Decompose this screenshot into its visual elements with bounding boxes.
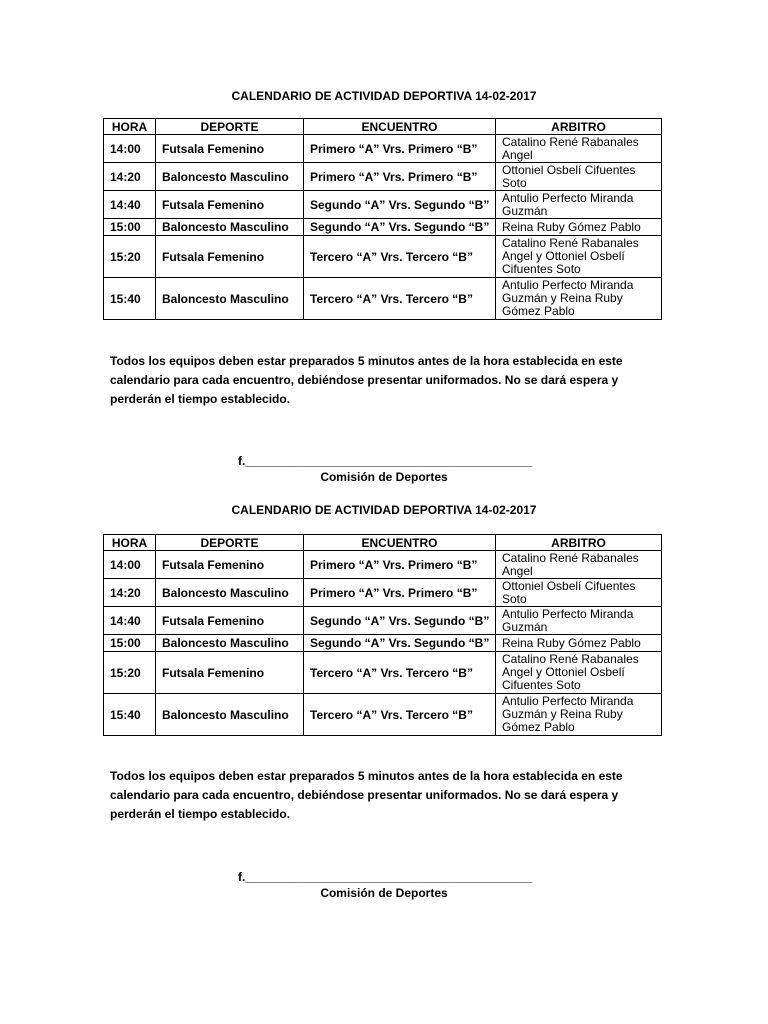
cell-encuentro: Primero “A” Vrs. Primero “B” — [304, 551, 496, 579]
cell-hora: 15:20 — [104, 652, 156, 694]
cell-deporte: Baloncesto Masculino — [156, 579, 304, 607]
cell-deporte: Baloncesto Masculino — [156, 635, 304, 652]
page-title: CALENDARIO DE ACTIVIDAD DEPORTIVA 14-02-2017 — [231, 503, 537, 517]
instructions-paragraph: Todos los equipos deben estar preparados 5 minutos antes de la hora establecida en este calendario para cada encuentro, debiéndose presentar uniformados. No se dará espera y perderán el tiempo establecido. — [110, 769, 623, 821]
cell-arbitro: Reina Ruby Gómez Pablo — [496, 635, 662, 652]
cell-encuentro: Segundo “A” Vrs. Segundo “B” — [304, 191, 496, 219]
table-row — [104, 635, 662, 652]
header-encuentro: ENCUENTRO — [304, 119, 496, 135]
cell-arbitro: Catalino René Rabanales Angel y Ottoniel Osbelí Cifuentes Soto — [496, 652, 662, 694]
table-row — [104, 135, 662, 163]
table-row — [104, 278, 662, 320]
cell-encuentro: Primero “A” Vrs. Primero “B” — [304, 163, 496, 191]
schedule-table — [103, 118, 662, 320]
cell-hora: 14:40 — [104, 191, 156, 219]
cell-hora: 15:00 — [104, 635, 156, 652]
cell-hora: 14:20 — [104, 163, 156, 191]
cell-hora: 15:20 — [104, 236, 156, 278]
cell-arbitro: Antulio Perfecto Miranda Guzmán y Reina Ruby Gómez Pablo — [496, 694, 662, 736]
header-deporte: DEPORTE — [156, 535, 304, 551]
cell-deporte: Baloncesto Masculino — [156, 219, 304, 236]
table-row — [104, 191, 662, 219]
signature-label: Comisión de Deportes — [320, 886, 448, 900]
cell-encuentro: Tercero “A” Vrs. Tercero “B” — [304, 694, 496, 736]
cell-hora: 15:40 — [104, 278, 156, 320]
cell-deporte: Futsala Femenino — [156, 135, 304, 163]
cell-arbitro: Ottoniel Osbelí Cifuentes Soto — [496, 579, 662, 607]
cell-hora: 14:00 — [104, 135, 156, 163]
table-row — [104, 652, 662, 694]
table-row — [104, 236, 662, 278]
header-arbitro: ARBITRO — [496, 535, 662, 551]
cell-deporte: Futsala Femenino — [156, 551, 304, 579]
cell-hora: 14:40 — [104, 607, 156, 635]
table-header-row — [104, 119, 662, 135]
cell-arbitro: Catalino René Rabanales Angel — [496, 551, 662, 579]
cell-encuentro: Tercero “A” Vrs. Tercero “B” — [304, 278, 496, 320]
cell-arbitro: Ottoniel Osbelí Cifuentes Soto — [496, 163, 662, 191]
table-row — [104, 219, 662, 236]
table-row — [104, 694, 662, 736]
cell-hora: 15:40 — [104, 694, 156, 736]
cell-encuentro: Primero “A” Vrs. Primero “B” — [304, 135, 496, 163]
header-hora: HORA — [104, 119, 156, 135]
cell-deporte: Baloncesto Masculino — [156, 163, 304, 191]
cell-arbitro: Antulio Perfecto Miranda Guzmán — [496, 191, 662, 219]
cell-hora: 14:20 — [104, 579, 156, 607]
cell-deporte: Futsala Femenino — [156, 607, 304, 635]
cell-arbitro: Antulio Perfecto Miranda Guzmán y Reina Ruby Gómez Pablo — [496, 278, 662, 320]
table-row — [104, 551, 662, 579]
cell-encuentro: Primero “A” Vrs. Primero “B” — [304, 579, 496, 607]
cell-encuentro: Segundo “A” Vrs. Segundo “B” — [304, 635, 496, 652]
cell-deporte: Futsala Femenino — [156, 652, 304, 694]
signature-line: f.___________________________________________ — [238, 454, 533, 468]
cell-deporte: Baloncesto Masculino — [156, 278, 304, 320]
header-encuentro: ENCUENTRO — [304, 535, 496, 551]
cell-arbitro: Catalino René Rabanales Angel y Ottoniel Osbelí Cifuentes Soto — [496, 236, 662, 278]
cell-arbitro: Reina Ruby Gómez Pablo — [496, 219, 662, 236]
cell-deporte: Baloncesto Masculino — [156, 694, 304, 736]
cell-encuentro: Segundo “A” Vrs. Segundo “B” — [304, 607, 496, 635]
cell-arbitro: Catalino René Rabanales Angel — [496, 135, 662, 163]
cell-encuentro: Segundo “A” Vrs. Segundo “B” — [304, 219, 496, 236]
cell-deporte: Futsala Femenino — [156, 191, 304, 219]
cell-hora: 15:00 — [104, 219, 156, 236]
table-row — [104, 163, 662, 191]
table-header-row — [104, 535, 662, 551]
cell-arbitro: Antulio Perfecto Miranda Guzmán — [496, 607, 662, 635]
cell-deporte: Futsala Femenino — [156, 236, 304, 278]
signature-label: Comisión de Deportes — [320, 470, 448, 484]
signature-line: f.___________________________________________ — [238, 870, 533, 884]
header-deporte: DEPORTE — [156, 119, 304, 135]
cell-hora: 14:00 — [104, 551, 156, 579]
header-hora: HORA — [104, 535, 156, 551]
schedule-table — [103, 534, 662, 736]
table-row — [104, 607, 662, 635]
table-row — [104, 579, 662, 607]
cell-encuentro: Tercero “A” Vrs. Tercero “B” — [304, 652, 496, 694]
header-arbitro: ARBITRO — [496, 119, 662, 135]
page-title: CALENDARIO DE ACTIVIDAD DEPORTIVA 14-02-2017 — [231, 89, 537, 103]
cell-encuentro: Tercero “A” Vrs. Tercero “B” — [304, 236, 496, 278]
instructions-paragraph: Todos los equipos deben estar preparados 5 minutos antes de la hora establecida en este calendario para cada encuentro, debiéndose presentar uniformados. No se dará espera y perderán el tiempo establecido. — [110, 354, 623, 406]
